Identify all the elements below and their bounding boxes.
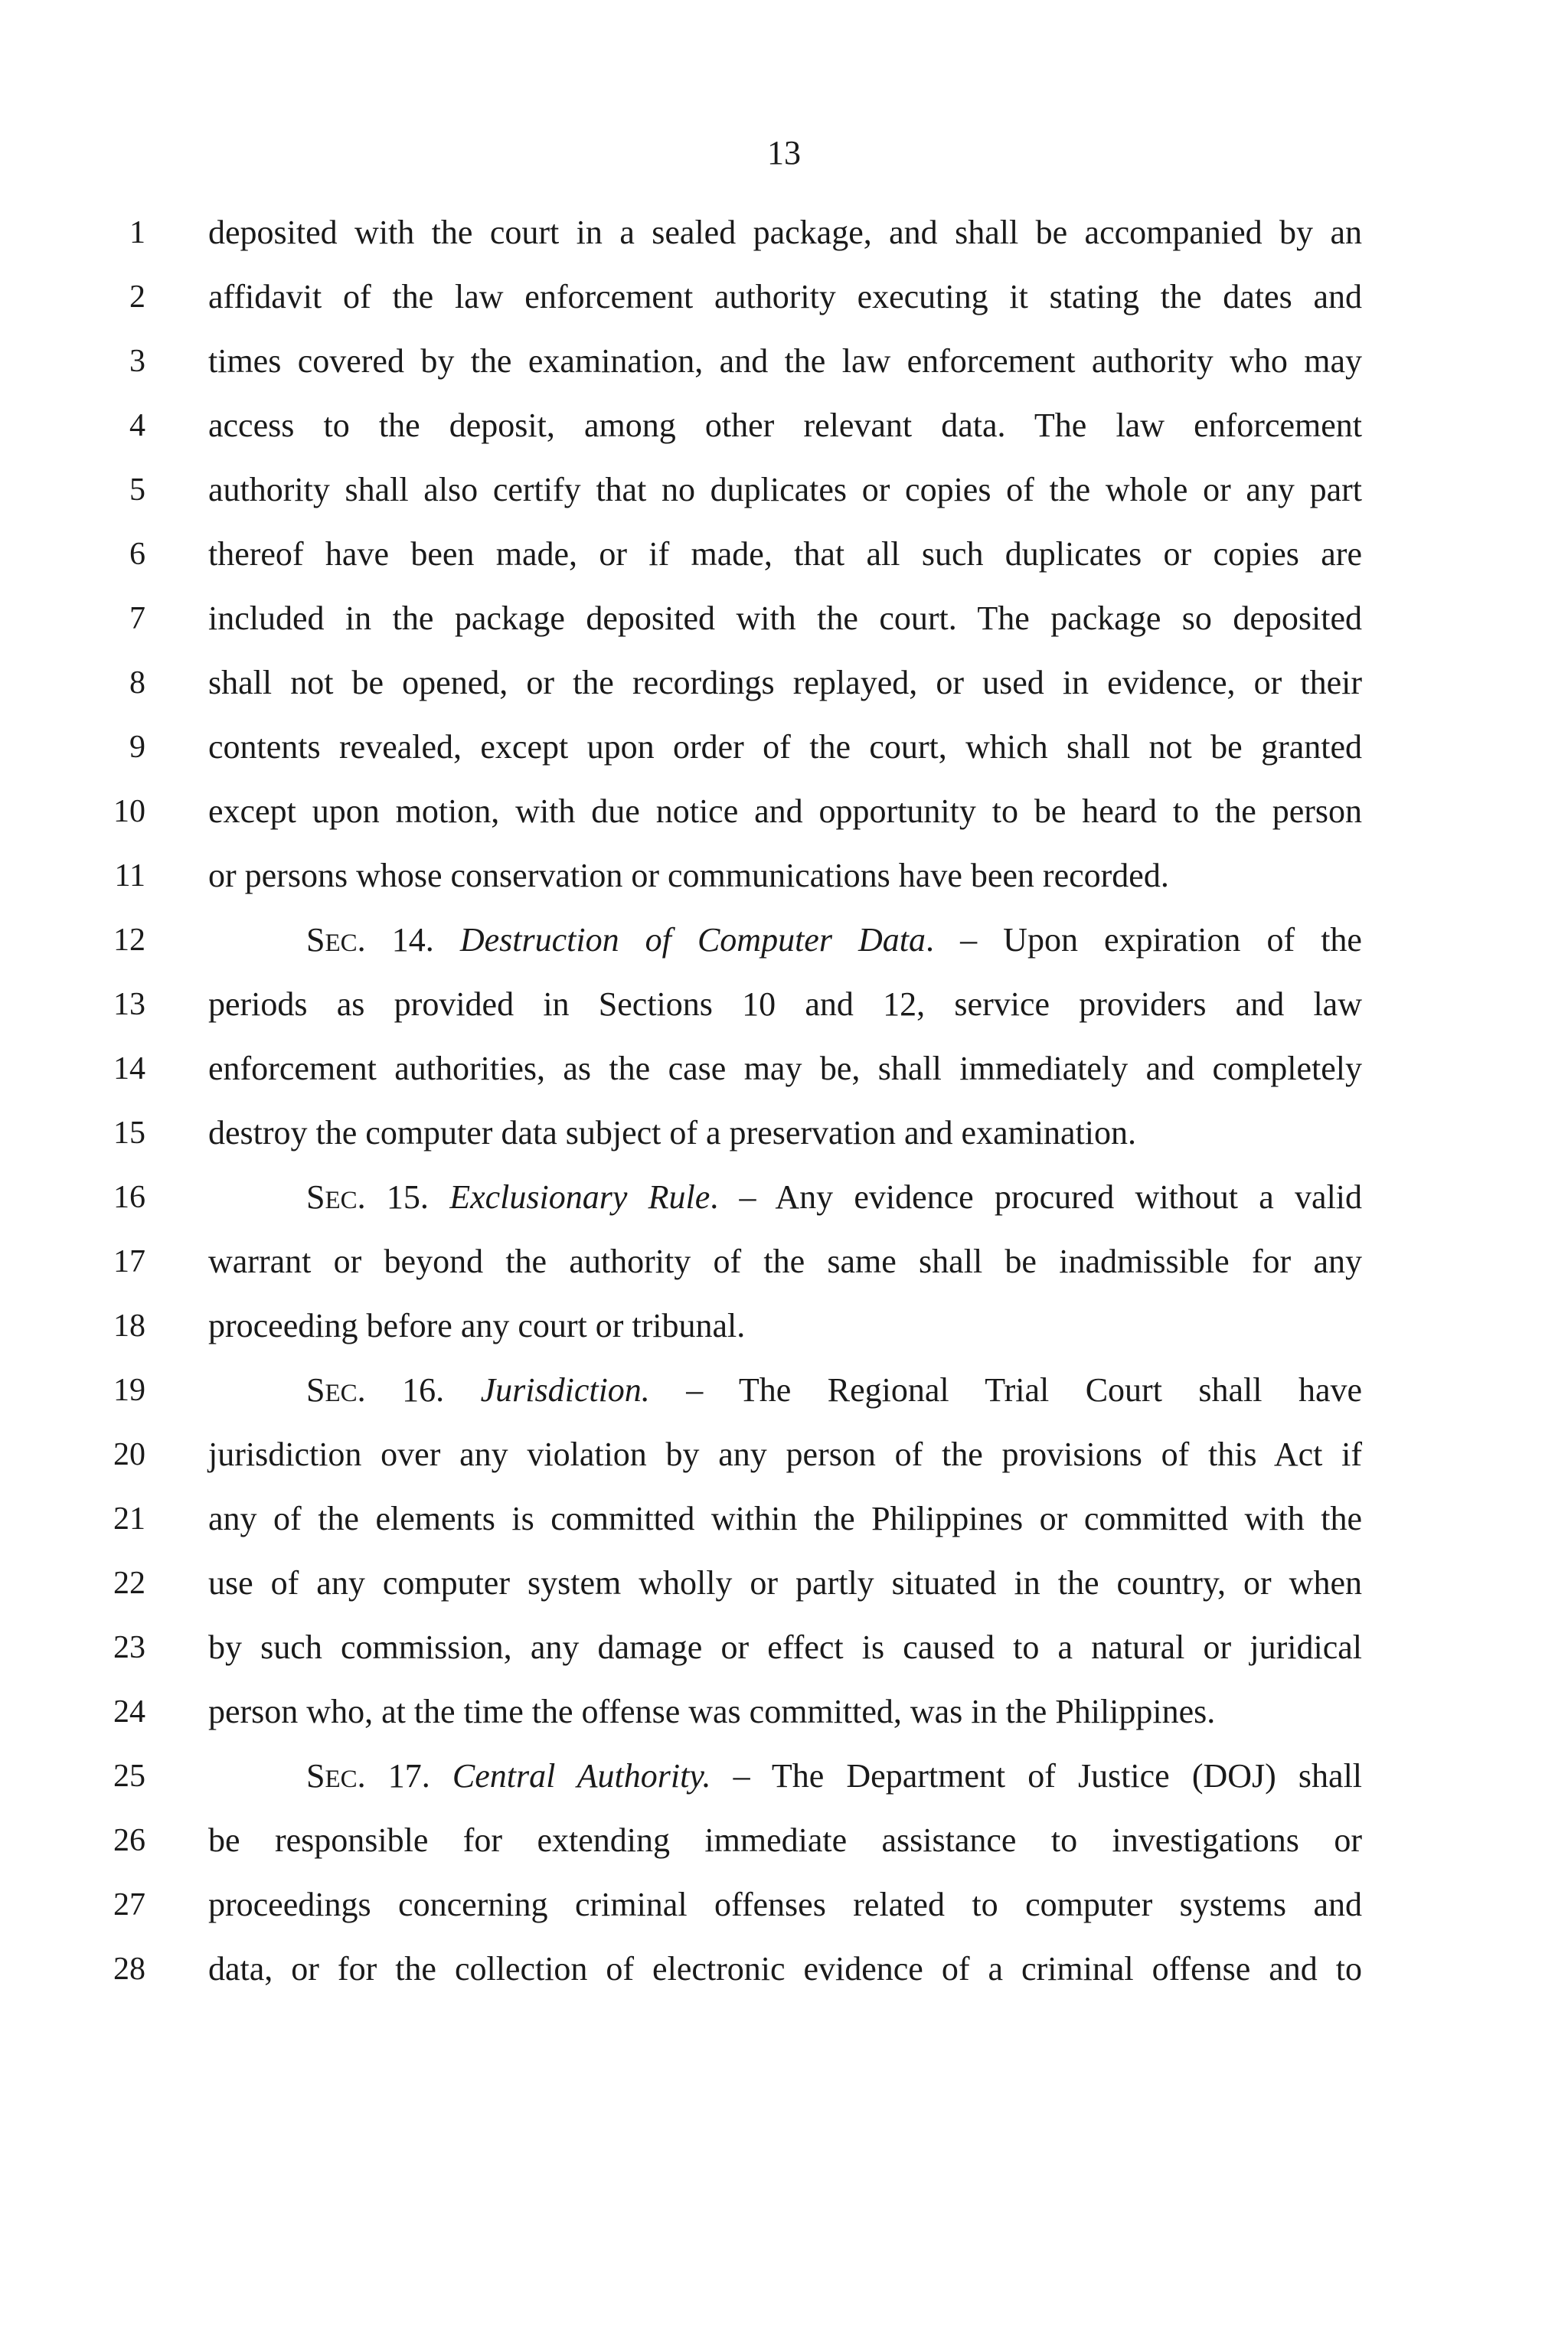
line-text: affidavit of the law enforcement authority executing it stating the dates and (208, 278, 1362, 315)
document-line (0, 265, 1568, 329)
line-number: 2 (129, 279, 145, 315)
document-line (0, 1230, 1568, 1294)
section-label-initial: S (306, 1371, 325, 1409)
line-text: warrant or beyond the authority of the same shall be inadmissible for any (208, 1243, 1362, 1280)
line-number: 17 (113, 1244, 145, 1279)
line-number: 25 (113, 1759, 145, 1794)
line-number: 9 (129, 730, 145, 765)
line-number: 6 (129, 537, 145, 572)
document-line (0, 1101, 1568, 1165)
line-text: or persons whose conservation or communications have been recorded. (208, 857, 1169, 894)
line-number: 12 (113, 923, 145, 958)
section-17-heading-line (0, 1744, 1568, 1808)
section-label-smallcaps: EC (325, 929, 358, 957)
section-heading: Jurisdiction. (480, 1371, 650, 1409)
line-text: by such commission, any damage or effect is caused to a natural or juridical (208, 1628, 1362, 1666)
document-line (0, 1037, 1568, 1101)
section-number: . 16. (357, 1371, 445, 1409)
line-number: 14 (113, 1051, 145, 1086)
document-line (0, 1808, 1568, 1873)
line-text: enforcement authorities, as the case may be, shall immediately and completely (208, 1050, 1362, 1087)
line-number: 4 (129, 408, 145, 443)
section-label-smallcaps: EC (325, 1187, 358, 1214)
document-line (0, 1487, 1568, 1551)
line-text: be responsible for extending immediate assistance to investigations or (208, 1821, 1362, 1859)
line-text: any of the elements is committed within the Philippines or committed with the (208, 1500, 1362, 1537)
document-line (0, 1937, 1568, 2001)
document-line (0, 715, 1568, 779)
line-number: 5 (129, 472, 145, 508)
section-16-heading-line (0, 1358, 1568, 1423)
section-label-smallcaps: EC (325, 1766, 358, 1793)
line-text: included in the package deposited with the court. The package so deposited (208, 599, 1362, 637)
line-number: 21 (113, 1501, 145, 1537)
line-number: 28 (113, 1952, 145, 1987)
line-text: data, or for the collection of electronic evidence of a criminal offense and to (208, 1950, 1362, 1988)
line-number: 22 (113, 1566, 145, 1601)
line-number: 15 (113, 1116, 145, 1151)
line-text: destroy the computer data subject of a preservation and examination. (208, 1114, 1137, 1152)
line-text: access to the deposit, among other relevant data. The law enforcement (208, 407, 1362, 444)
line-number: 8 (129, 665, 145, 701)
line-number: 18 (113, 1308, 145, 1344)
line-text: proceeding before any court or tribunal. (208, 1307, 746, 1344)
line-text: deposited with the court in a sealed package, and shall be accompanied by an (208, 214, 1362, 251)
line-number: 26 (113, 1823, 145, 1858)
document-line (0, 1615, 1568, 1680)
line-text: proceedings concerning criminal offenses related to computer systems and (208, 1886, 1362, 1923)
line-text: periods as provided in Sections 10 and 12, service providers and law (208, 985, 1362, 1023)
section-text: . – Upon expiration of the (926, 921, 1362, 959)
section-text: – The Regional Trial Court shall have (649, 1371, 1363, 1409)
document-line (0, 1873, 1568, 1937)
document-line (0, 1680, 1568, 1744)
line-text (208, 1165, 1362, 1233)
document-line (0, 779, 1568, 844)
document-line (0, 586, 1568, 651)
line-text: person who, at the time the offense was committed, was in the Philippines. (208, 1693, 1216, 1730)
line-number: 16 (113, 1180, 145, 1215)
line-text (208, 1358, 1362, 1426)
document-line (0, 329, 1568, 394)
section-label-initial: S (306, 1757, 325, 1795)
line-number: 19 (113, 1373, 145, 1408)
section-number: . 14. (357, 921, 434, 959)
line-number: 7 (129, 601, 145, 636)
section-label-smallcaps: EC (325, 1380, 358, 1407)
section-number: . 15. (357, 1178, 429, 1216)
line-number: 11 (114, 858, 145, 893)
line-text: use of any computer system wholly or partly situated in the country, or when (208, 1564, 1362, 1602)
section-text: – The Department of Justice (DOJ) shall (710, 1757, 1363, 1795)
document-line (0, 1551, 1568, 1615)
line-text: jurisdiction over any violation by any person of the provisions of this Act if (208, 1436, 1362, 1473)
line-number: 23 (113, 1630, 145, 1665)
line-text: contents revealed, except upon order of the court, which shall not be granted (208, 728, 1362, 766)
page-number: 13 (767, 134, 801, 172)
section-heading: Central Authority. (452, 1757, 711, 1795)
line-text: thereof have been made, or if made, that all such duplicates or copies are (208, 535, 1362, 573)
section-15-heading-line (0, 1165, 1568, 1230)
line-number: 13 (113, 987, 145, 1022)
line-text: shall not be opened, or the recordings replayed, or used in evidence, or their (208, 664, 1362, 701)
document-line (0, 201, 1568, 265)
section-label-initial: S (306, 1178, 325, 1216)
section-heading: Destruction of Computer Data (459, 921, 926, 959)
document-line (0, 1294, 1568, 1358)
section-14-heading-line (0, 908, 1568, 972)
section-heading: Exclusionary Rule (449, 1178, 710, 1216)
line-number: 3 (129, 344, 145, 379)
line-number: 27 (113, 1887, 145, 1922)
document-line (0, 651, 1568, 715)
document-line (0, 522, 1568, 586)
section-label-initial: S (306, 921, 325, 959)
document-line (0, 394, 1568, 458)
line-text: times covered by the examination, and the law enforcement authority who may (208, 342, 1362, 380)
document-line (0, 1423, 1568, 1487)
section-number: . 17. (357, 1757, 430, 1795)
document-line (0, 972, 1568, 1037)
line-text (208, 908, 1362, 975)
line-text (208, 1744, 1362, 1811)
line-text: authority shall also certify that no duplicates or copies of the whole or any part (208, 471, 1362, 508)
section-text: . – Any evidence procured without a valid (710, 1178, 1363, 1216)
line-number: 1 (129, 215, 145, 250)
line-number: 10 (113, 794, 145, 829)
line-number: 24 (113, 1694, 145, 1730)
document-line (0, 458, 1568, 522)
document-line (0, 844, 1568, 908)
line-text: except upon motion, with due notice and opportunity to be heard to the person (208, 792, 1362, 830)
line-number: 20 (113, 1437, 145, 1472)
